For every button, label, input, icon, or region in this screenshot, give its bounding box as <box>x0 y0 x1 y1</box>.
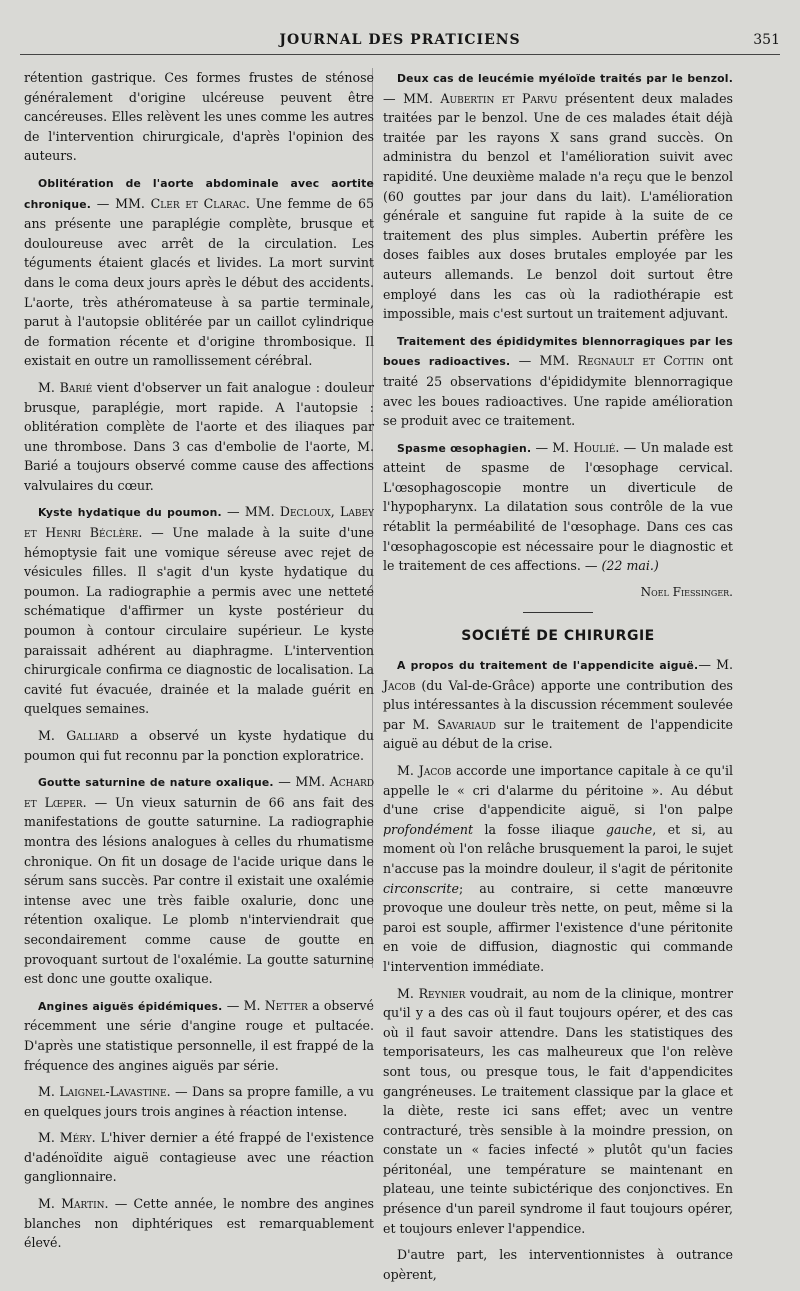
paragraph-leucemie <box>383 68 733 324</box>
text-galliard: a observé un kyste hydatique du poumon qui fut reconnu par la ponction exploratrice. <box>24 728 374 763</box>
authors-kyste: — MM. Decloux, Labey et Henri Béclère. <box>24 504 374 541</box>
authors-goutte: — MM. Achard et Lœper. <box>24 774 374 810</box>
text-barie: vient d'observer un fait analogue : douleur brusque, paraplégie, mort rapide. A l'autopsie : oblitération complète de l'aorte et des iliaques par une thrombose. Dans 3 cas d'embolie de l'aorte, M. Barié a toujours observé comme cause des affections valvulaires du cœur. <box>24 379 374 493</box>
text-jacob-3: , et si, au moment où l'on relâche brusquement la paroi, le sujet n'accuse pas la moindre douleur, il s'agit de péritonite <box>383 821 733 876</box>
text-spasme: — Un malade est atteint de spasme de l'œsophage cervical. L'œsophagoscopie montre un diverticule de l'hypopharynx. La dilatation sous contrôle de la vue rétablit la perméabilité de l'œsophage. Dans ces cas l'œsophagoscopie est nécessaire pour le diagnostic et le traitement de ces affections. — <box>383 439 733 574</box>
rubric-title-obliteration: Oblitération de l'aorte abdominale avec aortite chronique. <box>24 176 374 211</box>
signature: Noel Fiessinger. <box>640 584 733 599</box>
name-galliard: M. Galliard <box>38 728 119 743</box>
name-savariaud: Savariaud <box>437 716 496 732</box>
text-jacob-1: accorde une importance capitale à ce qu'il appelle le « cri d'alarme du péritoine ». Au début d'une crise d'appendicite aiguë, si l'on palpe <box>383 763 733 818</box>
running-title: JOURNAL DES PRATICIENS <box>279 32 521 48</box>
paragraph-martin <box>24 1194 374 1253</box>
paragraph-stenose: rétention gastrique. Ces formes frustes de sténose généralement d'origine ulcéreuse peuvent être cancéreuses. Elles relèvent les unes comme les autres de l'intervention chirurgicale, d'après l'opinion des auteurs. <box>24 70 374 164</box>
paragraph-last: D'autre part, les interventionnistes à outrance opèrent, <box>383 1247 733 1282</box>
paragraph-mery <box>24 1128 374 1187</box>
text-kyste: — Une malade à la suite d'une hémoptysie fait une vomique séreuse avec rejet de vésicules filles. Il s'agit d'un kyste hydatique du poumon. La radiographie a permis avec une netteté schématique d'affirmer un kyste postérieur du poumon à contour circulaire supérieur. Le kyste paraissait adhérent au diaphragme. L'intervention chirurgicale confirma ce diagnostic de localisation. La cavité fut évacuée, drainée et la malade guérit en quelques semaines. <box>24 525 374 717</box>
text-goutte: — Un vieux saturnin de 66 ans fait des manifestations de goutte saturnine. La radiographie montra des lésions analogues à celles du rhumatisme chronique. On fit un dosage de l'acide urique dans le sérum sans succès. Par contre il existait une oxalémie intense avec une très faible oxalurie, donc une rétention oxalique. Le plomb n'interviendrait que secondairement comme cause de goutte en provoquant surtout de l'oxalémie. La goutte saturnine est donc une goutte oxalique. <box>24 794 374 987</box>
rubric-title-kyste: Kyste hydatique du poumon. <box>38 506 222 520</box>
name-laignel: M. Laignel-Lavastine. <box>38 1084 171 1100</box>
paragraph-laignel <box>24 1082 374 1121</box>
text-reynier: voudrait, au nom de la clinique, montrer qu'il y a des cas où il faut toujours opérer, et des cas où il faut savoir attendre. Dans les statistiques des temporisateurs, les cas malheureux que l'on relève sont tous, ou presque tous, le fait d'appendicites gangréneuses. Le traitement classique par la glace et la diète, reste ici sans effet; avec un ventre contracturé, très sensible à la moindre pression, on constate un « facies infecté » plutôt qu'un facies péritonéal, une température se maintenant en plateau, une teinte subictérique des conjonctives. En présence d'un pareil syndrome il faut toujours opérer, et toujours enlever l'appendice. <box>383 985 733 1236</box>
paragraph-appendicite <box>383 655 733 754</box>
paragraph-jacob <box>383 761 733 977</box>
paragraph-angines <box>24 996 374 1075</box>
paragraph-spasme <box>383 438 733 576</box>
paragraph-galliard <box>24 726 374 765</box>
paragraph-obliteration <box>24 173 374 371</box>
left-column <box>24 68 374 1260</box>
paragraph-goutte <box>24 772 374 989</box>
text-appendicite-a: — M. <box>698 657 733 673</box>
italic-circonscrite: circonscrite <box>383 880 459 896</box>
text-leucemie: présentent deux malades traitées par le benzol. Une de ces malades était déjà traitée par les rayons X sans grand succès. On administra du benzol et l'amélioration suivit avec rapidité. Une deuxième malade n'a reçu que le benzol (60 gouttes par jour dans du lait). L'amélioration générale et sanguine fut rapide à la suite de ce traitement des plus simples. Aubertin préfère les doses faibles aux doses brutales employée par les auteurs allemands. Le benzol doit surtout être employé dans les cas où la radiothérapie est impossible, mais c'est surtout un traitement adjuvant. <box>383 90 733 322</box>
text-appendicite-c: sur le traitement de l'appendicite aiguë au début de la crise. <box>383 716 733 752</box>
paragraph-reynier <box>383 984 733 1239</box>
authors-leucemie: — MM. Aubertin et Parvu <box>383 90 558 106</box>
authors-epididymites: — MM. Regnault et Cottin <box>518 353 704 369</box>
rubric-title-goutte: Goutte saturnine de nature oxalique. <box>38 776 274 790</box>
authors-obliteration: — MM. Cler et Clarac. <box>96 195 250 211</box>
section-rule <box>523 612 593 613</box>
text-mery: L'hiver dernier a été frappé de l'existence d'adénoïdite aiguë contagieuse avec une réaction ganglionnaire. <box>24 1130 375 1185</box>
italic-gauche: gauche <box>605 821 653 837</box>
name-reynier: M. Reynier <box>397 985 466 1001</box>
text-epididymites: ont traité 25 observations d'épididymite blennorragique avec les boues radioactives. Une rapide amélioration se produit avec ce traitement. <box>383 353 733 429</box>
page-number: 351 <box>753 32 780 48</box>
text-jacob-4: ; au contraire, si cette manœuvre provoque une douleur très nette, on peut, même si la paroi est souple, affirmer l'existence d'une péritonite en voie de diffusion, diagnostic qui commande l'intervention immédiate. <box>383 880 733 974</box>
rubric-title-epididymites: Traitement des épididymites blennorragiques par les boues radioactives. <box>383 334 733 369</box>
rubric-title-leucemie: Deux cas de leucémie myéloïde traités par le benzol. <box>397 72 733 85</box>
section-title: SOCIÉTÉ DE CHIRURGIE <box>461 628 655 645</box>
right-column <box>383 68 733 1291</box>
name-jacob-2: M. Jacob <box>397 763 452 778</box>
paragraph-kyste <box>24 502 374 719</box>
text-appendicite-b: (du Val-de-Grâce) apporte une contribution des plus intéressantes à la discussion récemment soulevée par M. <box>383 677 733 732</box>
text-martin: — Cette année, le nombre des angines blanches non diphtériques est remarquablement élevé. <box>24 1196 374 1251</box>
rubric-title-angines: Angines aiguës épidémiques. <box>38 999 223 1013</box>
authors-spasme: — M. Houlié. <box>535 439 620 455</box>
name-barie: M. Barié <box>38 379 93 395</box>
authors-angines: — M. Netter <box>226 997 308 1013</box>
rubric-title-appendicite: A propos du traitement de l'appendicite aiguë. <box>397 659 699 673</box>
text-jacob-2: la fosse iliaque <box>473 821 606 837</box>
name-martin: M. Martin. <box>38 1196 109 1212</box>
text-laignel: — Dans sa propre famille, a vu en quelques jours trois angines à réaction intense. <box>24 1084 374 1119</box>
text-obliteration: Une femme de 65 ans présente une paraplégie complète, brusque et douloureuse avec arrêt de la circulation. Les téguments étaient glacés et livides. La mort survint dans le coma deux jours après le début des accidents. L'aorte, très athéromateuse à sa partie terminale, parut à l'autopsie oblitérée par un caillot cylindrique de formation récente et d'origine thrombosique. Il existait en outre un ramollissement cérébral. <box>24 195 374 369</box>
name-mery: M. Méry. <box>38 1130 96 1146</box>
page-header <box>20 26 780 55</box>
rubric-title-spasme: Spasme œsophagien. <box>397 441 532 455</box>
italic-profondement: profondément <box>383 821 474 837</box>
paragraph-barie <box>24 378 374 496</box>
paragraph-epididymites <box>383 331 733 431</box>
text-angines: a observé récemment une série d'angine rouge et pultacée. D'après une statistique personnelle, il est frappé de la fréquence des angines aiguës par série. <box>24 997 374 1073</box>
name-jacob: Jacob <box>383 677 416 693</box>
session-date: (22 mai.) <box>601 558 659 574</box>
